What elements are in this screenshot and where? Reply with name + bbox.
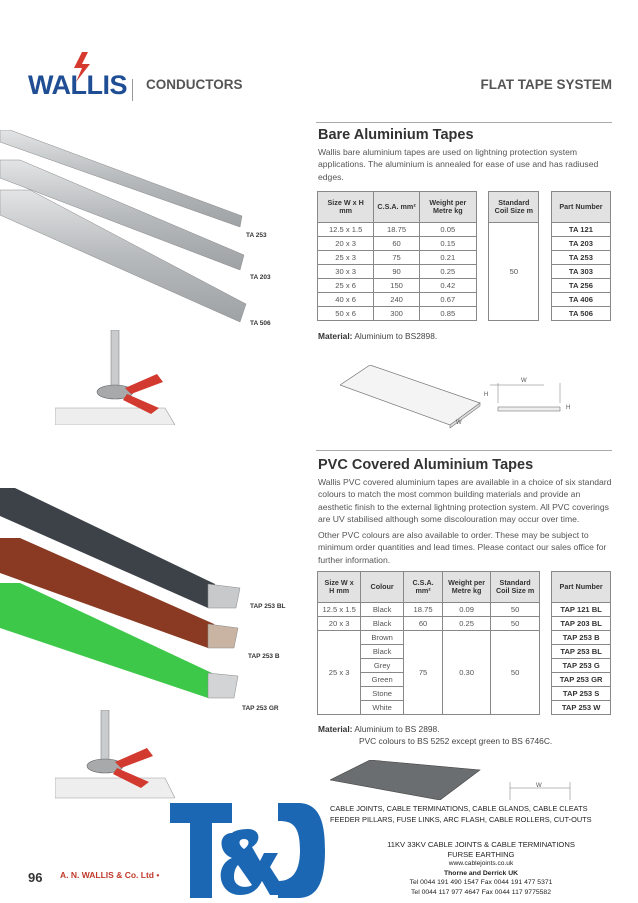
- cell-csa: 240: [374, 293, 420, 307]
- dim-label: H: [566, 405, 571, 411]
- table-row: [318, 617, 611, 631]
- table-row: [318, 223, 611, 237]
- ad-line: Tel 0044 191 490 1547 Fax 0044 191 477 5371: [409, 879, 553, 886]
- cell-colour: White: [361, 701, 404, 715]
- material-value: Aluminium to BS2898.: [354, 331, 438, 341]
- cell-coil: 50: [491, 603, 540, 617]
- column-header: Weight per Metre kg: [443, 572, 491, 603]
- column-header: Size W x H mm: [318, 192, 374, 223]
- column-header: Part Number: [551, 192, 610, 223]
- clamp-illustration: [55, 710, 175, 800]
- cell-part-number: TAP 253 GR: [552, 673, 611, 687]
- cell-part-number: TA 121: [551, 223, 610, 237]
- tape-label: TAP 253 B: [248, 653, 280, 660]
- tape-label: TA 506: [250, 320, 271, 327]
- cell-weight: 0.05: [419, 223, 476, 237]
- cell-size: 25 x 3: [318, 631, 361, 715]
- cell-csa: 18.75: [404, 603, 443, 617]
- cell-part-number: TA 303: [551, 265, 610, 279]
- table-row: [318, 293, 611, 307]
- tape-label: TA 253: [246, 232, 267, 239]
- cell-colour: Black: [361, 645, 404, 659]
- cell-size: 30 x 3: [318, 265, 374, 279]
- section-description: Other PVC colours are also available to order. These may be subject to minimum order quantities and lead times. Please contact our sales office for further information.: [318, 530, 607, 565]
- table-row: [318, 279, 611, 293]
- column-header: Colour: [361, 572, 404, 603]
- section-description: Wallis PVC covered aluminium tapes are available in a choice of six standard colours to match the most common building materials and provide an aesthetic finish to the external lightning protection system. All PVC coverings are UV stabilised although some discolouration may occur over time.: [318, 477, 612, 524]
- cell-part-number: TA 506: [551, 307, 610, 321]
- cell-part-number: TAP 253 BL: [552, 645, 611, 659]
- header-page-title: FLAT TAPE SYSTEM: [480, 77, 612, 92]
- cell-csa: 90: [374, 265, 420, 279]
- table-row: [318, 251, 611, 265]
- ad-line: 11KV 33KV CABLE JOINTS & CABLE TERMINATIONS: [387, 840, 575, 849]
- cell-csa: 60: [404, 617, 443, 631]
- table-row: [318, 603, 611, 617]
- cell-weight: 0.25: [443, 617, 491, 631]
- section-title: PVC Covered Aluminium Tapes: [318, 457, 534, 473]
- cell-csa: 75: [404, 631, 443, 715]
- column-gap: [476, 192, 489, 223]
- dim-label: W: [536, 783, 542, 789]
- page-number: 96: [28, 870, 43, 885]
- cell-coil: 50: [491, 631, 540, 715]
- section-description: Wallis bare aluminium tapes are used on lightning protection system applications. The aluminium is annealed for ease of use and has radiused edges.: [318, 147, 599, 182]
- column-gap: [476, 223, 489, 321]
- company-name: A. N. WALLIS & Co. Ltd •: [60, 870, 160, 880]
- cell-size: 12.5 x 1.5: [318, 223, 374, 237]
- dim-label: W: [456, 420, 462, 426]
- column-header: Weight per Metre kg: [419, 192, 476, 223]
- column-header: Size W x H mm: [318, 572, 361, 603]
- td-logo: [170, 803, 325, 898]
- cell-colour: Black: [361, 617, 404, 631]
- column-header: Part Number: [552, 572, 611, 603]
- cell-size: 20 x 3: [318, 617, 361, 631]
- ad-line: FEEDER PILLARS, FUSE LINKS, ARC FLASH, CABLE ROLLERS, CUT-OUTS: [330, 815, 592, 824]
- pvc-tapes-illustration: [0, 488, 245, 718]
- cell-part-number: TA 203: [551, 237, 610, 251]
- cell-size: 40 x 6: [318, 293, 374, 307]
- cell-part-number: TA 256: [551, 279, 610, 293]
- cell-colour: Stone: [361, 687, 404, 701]
- cell-weight: 0.09: [443, 603, 491, 617]
- cell-csa: 18.75: [374, 223, 420, 237]
- dim-label: W: [521, 378, 527, 384]
- clamp-illustration: [55, 330, 175, 425]
- material-value: PVC colours to BS 5252 except green to BS 6746C.: [359, 735, 553, 746]
- cell-size: 50 x 6: [318, 307, 374, 321]
- ad-line: FURSE EARTHING: [447, 849, 515, 859]
- table-row: [318, 265, 611, 279]
- cell-weight: 0.30: [443, 631, 491, 715]
- column-gap: [540, 572, 552, 603]
- table-header-row: [318, 192, 611, 223]
- ad-line: CABLE JOINTS, CABLE TERMINATIONS, CABLE GLANDS, CABLE CLEATS: [330, 804, 588, 813]
- ad-services: [330, 803, 630, 825]
- brand-name: WALLIS: [28, 70, 127, 100]
- cell-part-number: TAP 203 BL: [552, 617, 611, 631]
- material-label: Material:: [318, 724, 353, 734]
- ad-contact: [350, 840, 612, 897]
- cell-part-number: TAP 253 W: [552, 701, 611, 715]
- section-rule: [316, 122, 612, 123]
- column-header: C.S.A. mm²: [404, 572, 443, 603]
- table-row: [318, 307, 611, 321]
- table-row: [318, 631, 611, 645]
- cell-weight: 0.21: [419, 251, 476, 265]
- tape-label: TA 203: [250, 274, 271, 281]
- section-title: Bare Aluminium Tapes: [318, 127, 474, 143]
- table-header-row: [318, 572, 611, 603]
- cell-csa: 75: [374, 251, 420, 265]
- tape-label: TAP 253 GR: [242, 705, 279, 712]
- cell-part-number: TAP 253 B: [552, 631, 611, 645]
- ad-line: Thorne and Derrick UK: [443, 869, 519, 877]
- cell-csa: 150: [374, 279, 420, 293]
- material-note: [318, 724, 552, 747]
- cell-size: 25 x 3: [318, 251, 374, 265]
- column-gap: [540, 603, 552, 715]
- cell-coil: 50: [489, 223, 539, 321]
- table-row: [318, 237, 611, 251]
- bare-spec-table: [317, 191, 611, 321]
- cell-csa: 60: [374, 237, 420, 251]
- cell-colour: Brown: [361, 631, 404, 645]
- cell-part-number: TAP 253 G: [552, 659, 611, 673]
- ad-line: Tel 0044 117 977 4647 Fax 0044 117 9775582: [411, 888, 551, 896]
- cell-weight: 0.42: [419, 279, 476, 293]
- cell-coil: 50: [491, 617, 540, 631]
- cell-colour: Green: [361, 673, 404, 687]
- column-gap: [539, 223, 552, 321]
- ad-website-link[interactable]: www.cablejoints.co.uk: [448, 860, 514, 867]
- column-header: C.S.A. mm²: [374, 192, 420, 223]
- header-divider: [132, 79, 133, 101]
- cell-weight: 0.25: [419, 265, 476, 279]
- cell-size: 25 x 6: [318, 279, 374, 293]
- pvc-spec-table: [317, 571, 611, 715]
- cell-part-number: TAP 121 BL: [552, 603, 611, 617]
- cell-weight: 0.15: [419, 237, 476, 251]
- cell-csa: 300: [374, 307, 420, 321]
- cell-part-number: TAP 253 S: [552, 687, 611, 701]
- column-header: Standard Coil Size m: [489, 192, 539, 223]
- header-section-title: CONDUCTORS: [146, 77, 243, 92]
- cell-colour: Black: [361, 603, 404, 617]
- cell-part-number: TA 406: [551, 293, 610, 307]
- dimension-diagram: [330, 760, 610, 805]
- cell-colour: Grey: [361, 659, 404, 673]
- material-value: Aluminium to BS 2898.: [354, 724, 440, 734]
- cell-size: 12.5 x 1.5: [318, 603, 361, 617]
- cell-weight: 0.67: [419, 293, 476, 307]
- cell-weight: 0.85: [419, 307, 476, 321]
- column-header: Standard Coil Size m: [491, 572, 540, 603]
- cell-part-number: TA 253: [551, 251, 610, 265]
- cell-size: 20 x 3: [318, 237, 374, 251]
- section-rule: [316, 450, 612, 451]
- material-note: [318, 331, 437, 343]
- column-gap: [539, 192, 552, 223]
- tape-label: TAP 253 BL: [250, 603, 286, 610]
- dim-label: H: [484, 392, 489, 398]
- material-label: Material:: [318, 331, 353, 341]
